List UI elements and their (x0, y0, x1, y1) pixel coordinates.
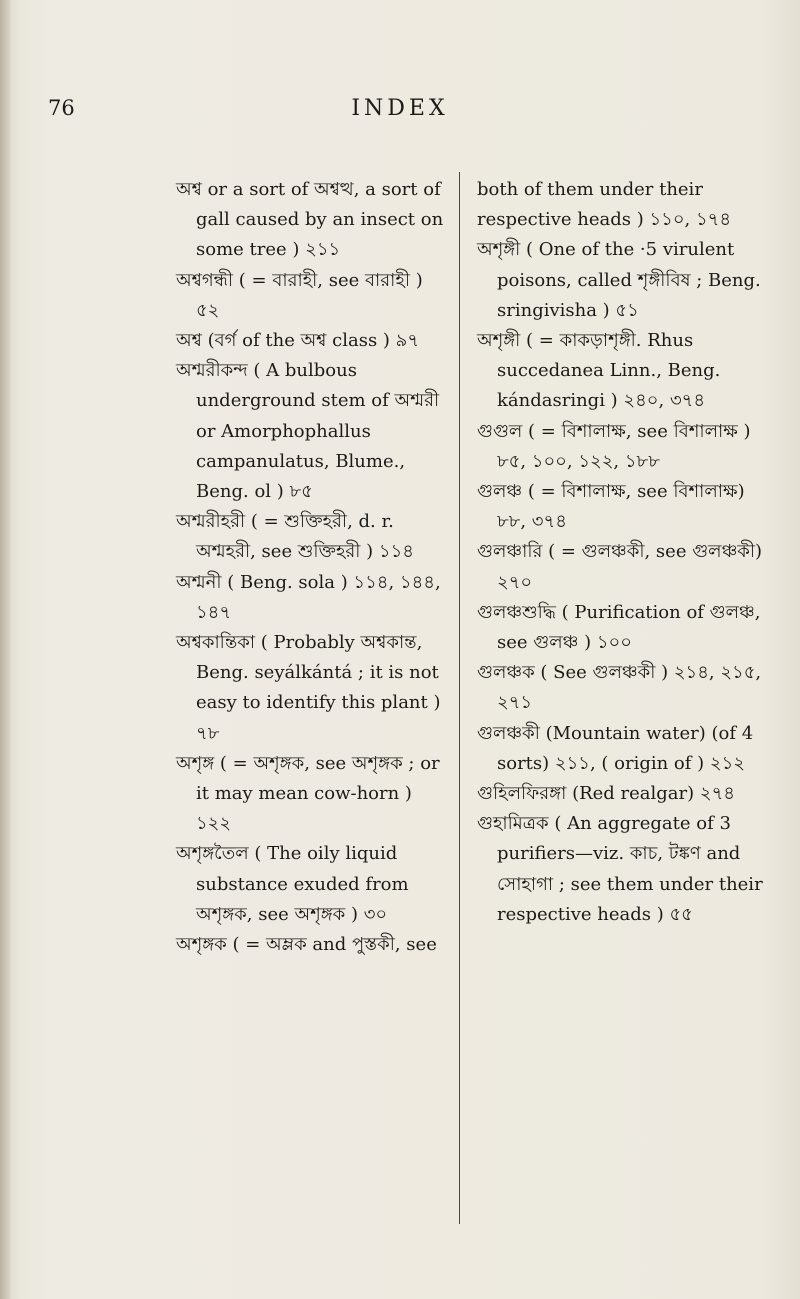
index-entry: অশ্মনী ( Beng. sola ) ১১৪, ১৪৪, ১৪৭ (176, 571, 441, 623)
index-entry: অশ্মরীকন্দ ( A bulbous underground stem of অশ্মরী or Amorphophallus campanulatus, Blume., Beng. ol ) ৮৫ (176, 360, 440, 503)
page-binding-edge (0, 0, 10, 1299)
index-entry: গুলঞ্চশুদ্ধি ( Purification of গুলঞ্চ, see গুলঞ্চ ) ১০০ (477, 601, 761, 654)
right-column (477, 175, 763, 930)
index-entry: গুহিলফিরঙ্গা (Red realgar) ২৭৪ (477, 783, 735, 805)
index-entry: অশৃঙ্গী ( = কাকড়াশৃঙ্গী. Rhus succedanea Linn., Beng. kándasringi ) ২৪০, ৩৭৪ (477, 330, 721, 412)
index-entry: অশৃঙ্গ ( = অশৃঙ্গক, see অশৃঙ্গক ; or it may mean cow-horn ) ১২২ (176, 752, 440, 835)
running-title: INDEX (351, 96, 449, 121)
index-entry: অশ্বকান্তিকা ( Probably অশ্বকান্ত, Beng. seyálkántá ; it is not easy to identify this plant ) ৭৮ (176, 632, 441, 744)
index-entry: অশ্বগন্ধী ( = বারাহী, see বারাহী ) ৫২ (176, 269, 423, 321)
index-entry: অশৃঙ্গী ( One of the ·5 virulent poisons, called শৃঙ্গীবিষ ; Beng. sringivisha ) ৫১ (477, 239, 761, 321)
index-entry-continuation: both of them under their respective heads ) ১১০, ১৭৪ (477, 179, 732, 231)
index-entry: অশৃঙ্গক ( = অম্লক and পুস্তকী, see (176, 934, 437, 956)
page-number: 76 (48, 96, 75, 120)
index-entry: গুলঞ্চ ( = বিশালাক্ষ, see বিশালাক্ষ) ৮৮, ৩৭৪ (477, 481, 745, 533)
index-entry: অশৃঙ্গতৈল ( The oily liquid substance exuded from অশৃঙ্গক, see অশৃঙ্গক ) ৩০ (176, 843, 409, 925)
left-column (176, 175, 444, 960)
index-entry: অশ্ব (বর্গ of the অশ্ব class ) ৯৭ (176, 330, 420, 352)
page-header (0, 96, 800, 136)
index-entry: অশ্মরীহরী ( = শুক্তিহরী, d. r. অশ্মহরী, see শুক্তিহরী ) ১১৪ (176, 511, 414, 563)
index-entry: গুলঞ্চক ( See গুলঞ্চকী ) ২১৪, ২১৫, ২৭১ (477, 662, 762, 714)
column-divider (459, 172, 460, 1224)
index-entry: অশ্ব or a sort of অশ্বত্থ, a sort of gall caused by an insect on some tree ) ২১১ (176, 179, 444, 261)
index-entry: গুগুল ( = বিশালাক্ষ, see বিশালাক্ষ ) ৮৫, ১০০, ১২২, ১৮৮ (477, 420, 751, 472)
index-entry: গুলঞ্চারি ( = গুলঞ্চকী, see গুলঞ্চকী) ২৭০ (477, 541, 763, 593)
index-entry: গুলঞ্চকী (Mountain water) (of 4 sorts) ২১১, ( origin of ) ২১২ (477, 722, 754, 774)
index-entry: গুহামিত্রক ( An aggregate of 3 purifiers—viz. কাচ, টঙ্কণ and সোহাগা ; see them under their respective heads ) ৫৫ (477, 813, 763, 925)
